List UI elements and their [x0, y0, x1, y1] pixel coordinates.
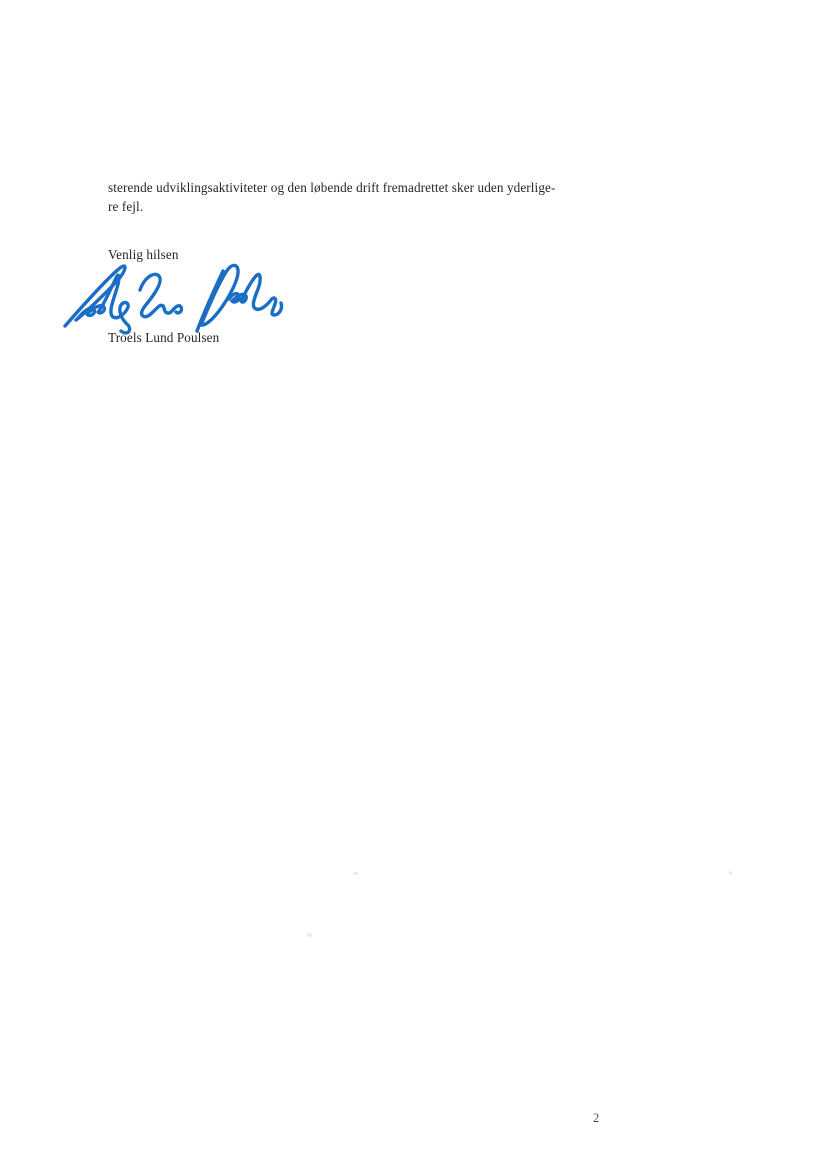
- scan-artifact: [307, 933, 312, 937]
- body-line-1: sterende udviklingsaktiviteter og den løbende drift fremadrettet sker uden yderlige-: [108, 180, 556, 195]
- salutation: Venlig hilsen: [108, 247, 179, 262]
- signer-name: Troels Lund Poulsen: [108, 330, 220, 345]
- scan-artifact: [729, 871, 732, 875]
- body-line-2: re fejl.: [108, 198, 144, 214]
- page-number: 2: [593, 1111, 600, 1125]
- scan-artifact: [353, 872, 358, 875]
- body-paragraph: [108, 179, 608, 216]
